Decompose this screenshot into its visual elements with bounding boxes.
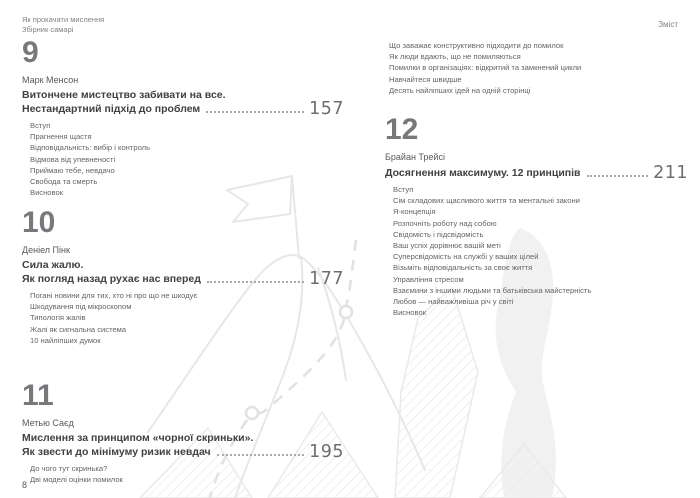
chapter-title-line1: Мислення за принципом «чорної скриньки».	[22, 432, 254, 444]
toc-entry: Відповідальність: вибір і контроль	[30, 143, 151, 153]
dotted-leader	[206, 111, 304, 113]
book-title: Як прокачати мислення	[22, 15, 105, 24]
chapter-title-line2: Як погляд назад рухає нас вперед	[22, 273, 201, 285]
toc-entry: Відмова від упевненості	[30, 154, 116, 164]
toc-entry: Висновок	[30, 188, 64, 198]
toc-entry: Висновок	[393, 308, 427, 318]
chapter-page-number: 211	[653, 163, 688, 183]
toc-entry: Шкодування під мікроскопом	[30, 302, 132, 312]
section-list	[385, 184, 688, 318]
running-head	[22, 15, 104, 34]
chapter-page-number: 177	[309, 269, 344, 289]
chapter-9-entry	[22, 38, 344, 198]
dotted-leader	[587, 175, 649, 177]
toc-entry: Сім складових щасливого життя та ментальні закони	[393, 196, 580, 206]
contents-label: Зміст	[658, 20, 678, 29]
section-list	[22, 290, 344, 346]
chapter-title-line1: Витончене мистецтво забивати на все.	[22, 89, 226, 101]
toc-entry: Дві моделі оцінки помилок	[30, 475, 123, 485]
chapter-author: Марк Менсон	[22, 75, 79, 85]
page-number-folio: 8	[22, 480, 28, 490]
toc-entry: Розпочніть роботу над собою	[393, 218, 497, 228]
toc-entry: Ваш успіх дорівнює вашій меті	[393, 241, 501, 251]
toc-entry: Вступ	[30, 121, 51, 130]
chapter-11-entry	[22, 381, 344, 485]
chapter-number: 12	[385, 113, 419, 146]
chapter-number: 9	[22, 36, 39, 69]
toc-entry: Десять найліпших ідей на одній сторінці	[389, 85, 531, 95]
chapter-10-entry	[22, 208, 344, 346]
toc-entry: Жалі як сигнальна система	[30, 324, 127, 334]
toc-entry: Погані новини для тих, хто ні про що не шкодує	[30, 291, 198, 300]
dotted-leader	[217, 454, 304, 456]
chapter-number: 11	[22, 379, 54, 412]
chapter-page-number: 195	[309, 442, 344, 462]
toc-entry: 10 найліпших думок	[30, 335, 101, 345]
book-subtitle: Збірник самарі	[22, 24, 74, 34]
section-list	[22, 120, 344, 198]
toc-entry: Що заважає конструктивно підходити до помилок	[389, 41, 564, 50]
toc-entry: Прагнення щастя	[30, 132, 92, 142]
toc-entry: Типологія жалів	[30, 313, 86, 323]
toc-entry: Любов — найважливіша річ у світі	[393, 297, 514, 307]
toc-entry: Я-концепція	[393, 207, 436, 217]
toc-entry: Вступ	[393, 185, 414, 194]
toc-entry: Управління стресом	[393, 274, 464, 284]
toc-entry: Візьміть відповідальність за своє життя	[393, 263, 533, 273]
chapter-11-continued-sections	[385, 40, 688, 96]
chapter-title-line2: Як звести до мінімуму ризик невдач	[22, 446, 211, 458]
chapter-title-line2: Нестандартний підхід до проблем	[22, 103, 201, 115]
chapter-title-line1: Досягнення максимуму. 12 принципів	[385, 167, 581, 179]
section-list	[22, 463, 344, 485]
chapter-page-number: 157	[309, 99, 344, 119]
dotted-leader	[207, 281, 304, 283]
toc-entry: Навчайтеся швидше	[389, 74, 462, 84]
chapter-author: Метью Саєд	[22, 418, 74, 428]
chapter-author: Деніел Пінк	[22, 245, 70, 255]
toc-entry: Як люди вдають, що не помиляються	[389, 52, 521, 62]
toc-entry: Приймаю тебе, невдачо	[30, 165, 115, 175]
chapter-author: Брайан Трейсі	[385, 152, 445, 162]
section-list	[385, 40, 688, 96]
toc-entry: Помилки в організаціях: відкритий та замкнений цикли	[389, 63, 582, 73]
chapter-number: 10	[22, 206, 56, 239]
chapter-title-line1: Сила жалю.	[22, 259, 84, 271]
toc-entry: Свідомість і підсвідомість	[393, 229, 484, 239]
toc-entry: До чого тут скринька?	[30, 464, 108, 473]
toc-entry: Взаємини з іншими людьми та батьківська майстерність	[393, 285, 592, 295]
chapter-12-entry	[385, 115, 688, 318]
toc-entry: Суперсвідомість на службі у ваших цілей	[393, 252, 539, 262]
toc-entry: Свобода та смерть	[30, 177, 98, 187]
